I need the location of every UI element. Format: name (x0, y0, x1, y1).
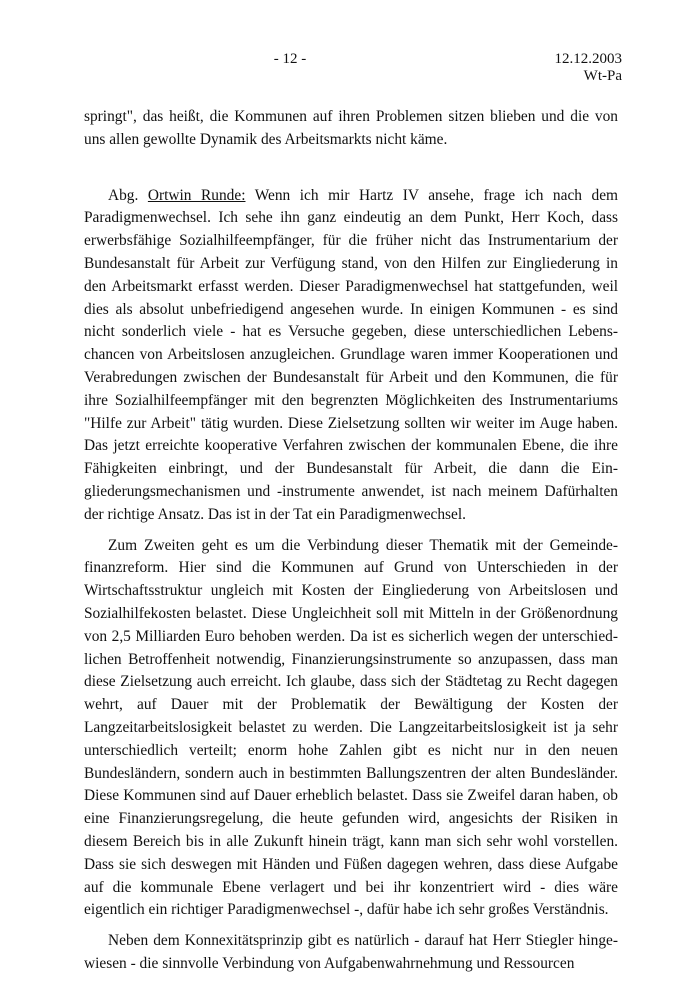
paragraph-text: Wenn ich mir Hartz IV ansehe, frage ich nach dem Paradigmenwechsel. Ich sehe ihn ganz eindeutig an dem Punkt, Herr Koch, dass erwerbsfähige Sozialhilfeempfänger, für die früher nicht das Instrumentarium der Bundesanstalt für Arbeit zur Verfügung stand, von den Hilfen zur Eingliederung in den Arbeitsmarkt erfasst werden. Dieser Paradigmenwechsel hat stattgefunden, weil dies als absolut unbefriedigend angesehen wurde. In einigen Kommunen - es sind nicht sonderlich viele - hat es Versuche gegeben, diese unterschiedlichen Lebenschancen von Arbeitslosen anzugleichen. Grundlage waren immer Kooperationen und Verabredungen zwischen der Bundesanstalt für Arbeit und den Kommunen, die für ihre Sozialhilfeempfänger mit den begrenzten Möglichkeiten des Instrumentariums "Hilfe zur Arbeit" tätig wurden. Diese Zielsetzung sollten wir weiter im Auge haben. Das jetzt erreichte kooperative Verfahren zwischen der kommunalen Ebene, die ihre Fähigkeiten einbringt, und der Bundesanstalt für Arbeit, die dann die Eingliederungsmechanismen und -instrumente anwendet, ist nach meinem Dafürhalten der richtige Ansatz. Das ist in der Tat ein Paradigmenwechsel. (84, 186, 618, 523)
paragraph-gemeindefinanzreform: Zum Zweiten geht es um die Verbindung dieser Thematik mit der Gemeindefinanzreform. Hier sind die Kommunen auf Grund von Unterschieden in der Wirtschaftsstruktur ungleich mit Kosten der Eingliederung von Arbeitslosen und Sozialhilfekosten belastet. Diese Ungleichheit soll mit Mitteln in der Größenordnung von 2,5 Milliarden Euro behoben werden. Da ist es sicherlich wegen der unterschiedlichen Betroffenheit notwendig, Finanzierungsinstrumente so anzupassen, dass man diese Zielsetzung auch erreicht. Ich glaube, dass sich der Städtetag zu Recht dagegen wehrt, auf Dauer mit der Problematik der Bewältigung der Kosten der Langzeitarbeitslosigkeit belastet zu werden. Die Langzeitarbeitslosigkeit ist ja sehr unterschiedlich verteilt; enorm hohe Zahlen gibt es nicht nur in den neuen Bundesländern, sondern auch in bestimmten Ballungszentren der alten Bundesländer. Diese Kommunen sind auf Dauer erheblich belastet. Dass sie Zweifel daran haben, ob eine Finanzierungsregelung, die heute gefunden wird, angesichts der Risiken in diesem Bereich bis in alle Zukunft hinein trägt, kann man sich sehr wohl vorstellen. Dass sie sich deswegen mit Händen und Füßen dagegen wehren, dass diese Aufgabe auf die kommunale Ebene verlagert und bei ihr konzentriert wird - dies wäre eigentlich ein richtiger Paradigmenwechsel -, dafür habe ich sehr großes Verständnis. (84, 536, 618, 919)
speaker-prefix: Abg. (108, 186, 148, 204)
header-reference: Wt-Pa (583, 68, 622, 84)
paragraph-konnexitaet: Neben dem Konnexitätsprinzip gibt es natürlich - darauf hat Herr Stiegler hingewiesen - die sinnvolle Verbindung von Aufgabenwahrnehmung und Ressourcen (84, 932, 618, 972)
header-date: 12.12.2003 (554, 51, 622, 67)
paragraph-speech-runde (84, 185, 618, 527)
transcript-body (84, 106, 618, 976)
page-number: - 12 - (273, 51, 307, 67)
header-meta (555, 51, 623, 85)
speaker-name: Ortwin Runde: (147, 186, 246, 204)
paragraph-continued: springt", das heißt, die Kommunen auf ihren Problemen sitzen blieben und die von uns allen gewollte Dynamik des Arbeitsmarkts nicht käme. (84, 108, 618, 148)
